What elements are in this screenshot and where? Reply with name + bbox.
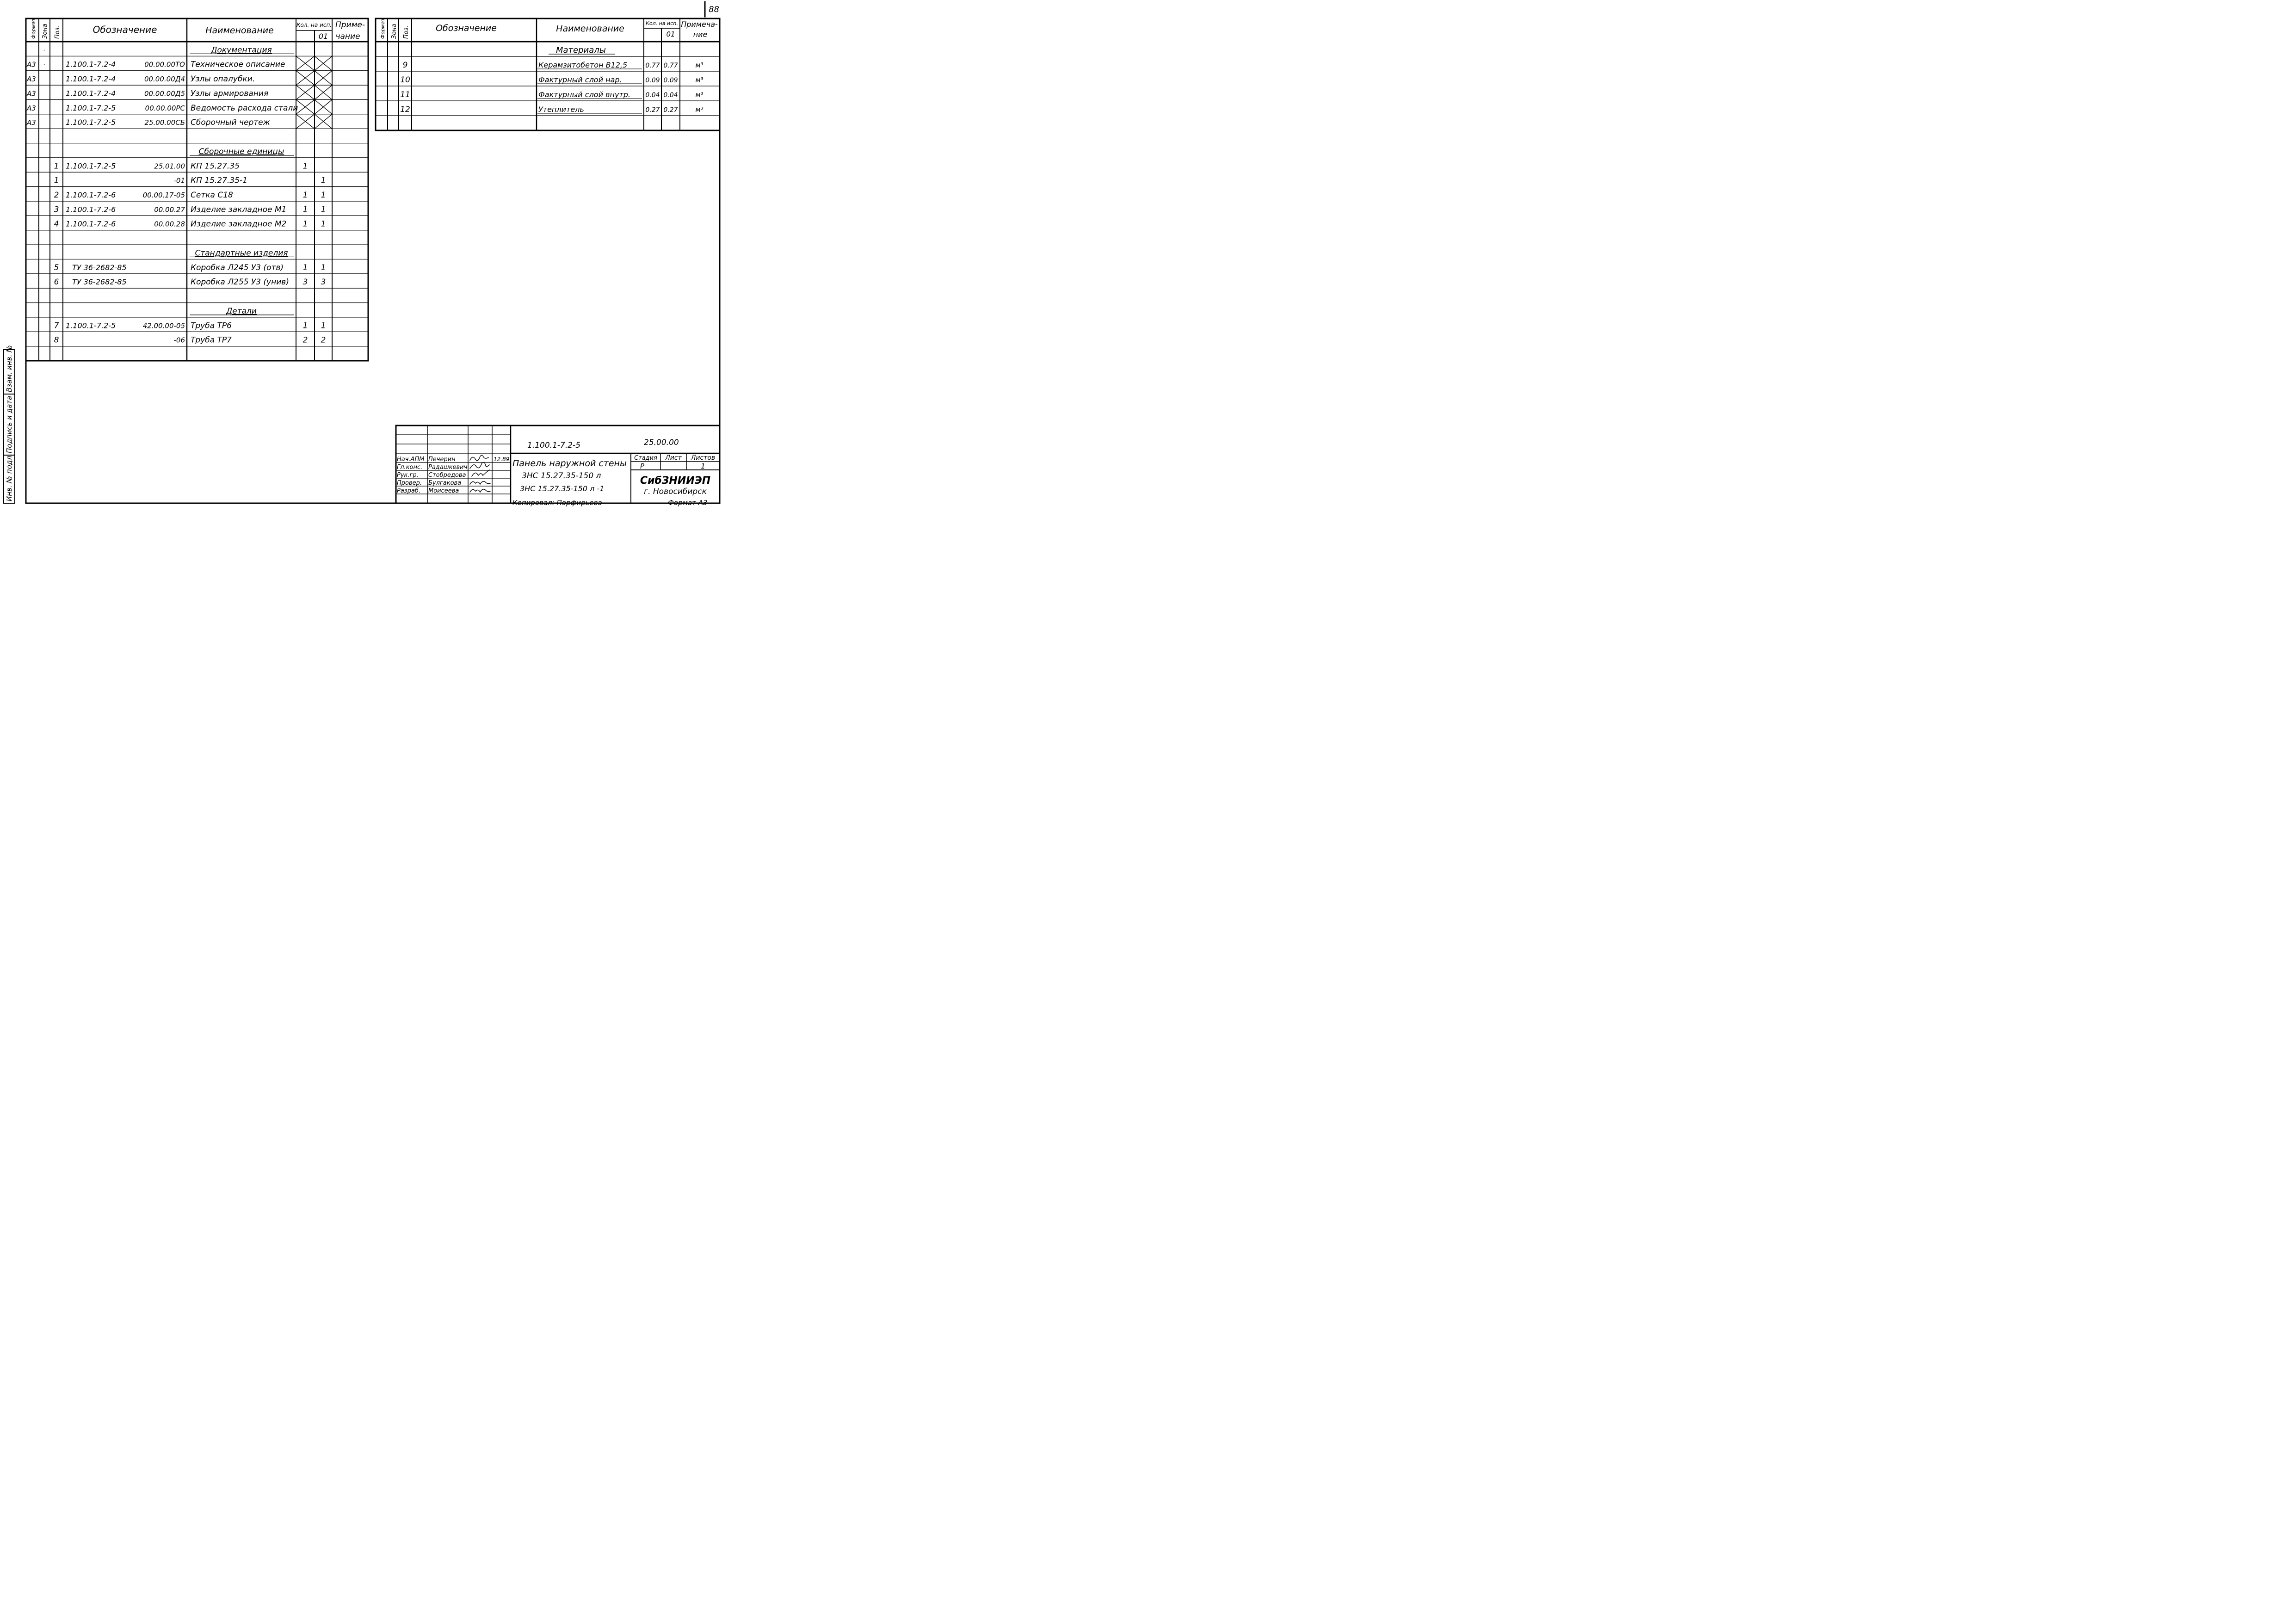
row-code: -06 [173, 336, 185, 345]
signer-role: Провер. [397, 480, 422, 487]
org-city: г. Новосибирск [644, 487, 707, 496]
sign-date-label: Подпись и дата [5, 395, 13, 453]
signer-role: Гл.конс. [397, 464, 423, 471]
signer-name: Радашкевич [428, 464, 468, 471]
header-designation: Обозначение [93, 24, 157, 35]
row-name: Фактурный слой нар. [538, 75, 622, 84]
header-designation: Обозначение [436, 23, 497, 33]
right-spec-rows [400, 45, 703, 114]
header-qty: Кол. на исп. [296, 22, 332, 28]
row-pos: 7 [54, 321, 59, 331]
signer-row [397, 480, 461, 487]
row-qty: 1 [302, 263, 308, 272]
row-qty-var: 2 [321, 335, 326, 345]
spec-row [549, 45, 615, 55]
row-format: А3 [27, 75, 36, 84]
row-name: Ведомость расхода стали [191, 103, 298, 113]
row-name: Сборочный чертеж [191, 118, 270, 128]
row-name: КП 15.27.35 [191, 161, 240, 171]
header-zone: Зона [42, 24, 49, 39]
row-designation: 1.100.1-7.2-5 [66, 118, 116, 127]
row-pos: 6 [54, 278, 59, 287]
signer-row [397, 487, 459, 494]
stage-value: Р [640, 462, 645, 470]
spec-row [54, 321, 326, 330]
spec-row [54, 220, 326, 229]
row-pos: 3 [54, 205, 59, 215]
spec-row [403, 61, 704, 70]
spec-row [54, 191, 326, 200]
section-heading: Документация [211, 45, 272, 55]
row-name: Узлы опалубки. [191, 74, 255, 84]
spec-row [43, 45, 294, 55]
row-qty-var: 1 [321, 205, 326, 215]
signer-role: Рук.гр. [397, 472, 419, 479]
spec-row [54, 278, 326, 287]
row-code: 00.00.17-05 [142, 191, 185, 199]
row-zone: . [43, 60, 46, 67]
header-format: Формат [31, 18, 37, 39]
row-qty: 1 [302, 219, 308, 229]
sheet-format: Формат А3 [668, 499, 708, 507]
doc-number: 25.00.00 [644, 438, 679, 447]
row-qty: 0.04 [645, 92, 660, 99]
row-designation: ТУ 36-2682-85 [72, 263, 127, 272]
row-name: Сетка С18 [191, 191, 233, 200]
row-qty: 1 [302, 161, 308, 171]
row-designation: 1.100.1-7.2-4 [66, 60, 116, 69]
row-code: 00.00.00ТО [144, 60, 185, 69]
spec-row [54, 336, 326, 345]
row-qty: 3 [302, 278, 308, 287]
row-format: А3 [27, 60, 36, 69]
row-code: 25.00.00СБ [144, 118, 185, 127]
row-name: Коробка Л255 У3 (унив) [191, 278, 289, 287]
header-note: Примеча- [681, 20, 718, 29]
doc-code: 1.100.1-7.2-5 [527, 441, 581, 450]
row-qty-var: 0.04 [663, 92, 678, 99]
stage-label: Стадия [634, 455, 657, 462]
row-pos: 10 [400, 75, 410, 85]
row-pos: 1 [54, 161, 59, 171]
org-name: СибЗНИИЭП [640, 475, 711, 487]
spec-row [400, 90, 703, 99]
row-designation: 1.100.1-7.2-6 [66, 191, 116, 199]
row-name: Керамзитобетон В12,5 [538, 61, 628, 69]
header-pos: Поз. [403, 25, 410, 39]
row-qty-var: 0.09 [663, 77, 678, 84]
spec-row [54, 263, 326, 272]
row-qty: 1 [302, 205, 308, 215]
left-spec-rows [26, 45, 326, 345]
row-code: 00.00.00Д4 [144, 75, 185, 84]
header-qty-var: 01 [318, 32, 328, 41]
header-format: Формат [380, 18, 386, 39]
section-heading: Стандартные изделия [195, 248, 288, 258]
row-qty: 0.09 [645, 77, 660, 84]
row-qty-var: 0.77 [663, 62, 678, 69]
section-heading: Детали [226, 306, 257, 316]
signer-name: Моисеева [428, 487, 459, 494]
header-qty: Кол. на исп. [646, 20, 678, 26]
signer-name: Булгакова [428, 480, 462, 487]
row-pos: 4 [54, 219, 59, 229]
copied-by: Копировал: Порфирьева [512, 499, 602, 507]
signer-name: Печерин [428, 456, 456, 463]
row-qty-var: 1 [321, 263, 326, 272]
title-line-2: 3НС 15.27.35-150 л [522, 471, 601, 481]
spec-row [400, 105, 703, 114]
signature-5 [470, 489, 490, 492]
spec-row [190, 147, 294, 156]
row-code: 25.01.00 [154, 162, 185, 171]
row-qty: 1 [302, 191, 308, 200]
signature-3 [472, 470, 489, 476]
row-designation: 1.100.1-7.2-6 [66, 205, 116, 214]
row-name: Труба ТР6 [191, 321, 232, 331]
spec-row [26, 60, 285, 69]
signatures [470, 455, 490, 492]
row-name: Труба ТР7 [191, 335, 232, 345]
row-designation: 1.100.1-7.2-4 [66, 74, 116, 84]
replace-inv-label: Взам. инв. № [5, 345, 13, 392]
spec-row [26, 74, 255, 84]
row-qty: 1 [302, 321, 308, 331]
row-name: КП 15.27.35-1 [191, 176, 247, 185]
spec-row [190, 307, 294, 316]
row-qty: 0.77 [645, 62, 660, 69]
inv-orig-label: Инв. № подл. [5, 453, 13, 501]
row-name: Изделие закладное М2 [191, 219, 287, 229]
header-qty-var: 01 [666, 30, 675, 38]
row-qty-var: 1 [321, 176, 326, 185]
sign-date: 12.89 [494, 456, 510, 463]
row-qty-var: 1 [321, 321, 326, 331]
row-code: 00.00.27 [154, 205, 185, 214]
row-unit: м³ [695, 91, 704, 99]
header-note-2: ние [693, 30, 708, 39]
signer-row [397, 464, 468, 471]
row-code: 00.00.00РС [145, 104, 185, 112]
signer-row [397, 456, 456, 463]
row-code: -01 [173, 176, 185, 185]
row-designation: 1.100.1-7.2-6 [66, 219, 116, 228]
spec-row [190, 248, 294, 258]
row-qty: 2 [302, 335, 308, 345]
row-code: 42.00.00-05 [142, 321, 185, 330]
sheets-value: 1 [701, 462, 705, 470]
row-format: А3 [27, 118, 36, 127]
spec-row [54, 176, 326, 185]
header-name: Наименование [556, 24, 624, 34]
spec-row [26, 104, 298, 113]
signer-role: Нач.АПМ [397, 456, 425, 463]
row-qty: 0.27 [645, 106, 660, 114]
row-pos: 1 [54, 176, 59, 185]
section-heading: Сборочные единицы [198, 147, 284, 156]
row-designation: ТУ 36-2682-85 [72, 278, 127, 287]
sheet-label: Лист [665, 454, 682, 462]
spec-row [54, 205, 326, 214]
page-number: 88 [709, 5, 719, 14]
signer-row [397, 472, 466, 479]
spec-row [400, 75, 703, 85]
signature-2 [470, 463, 489, 469]
row-name: Утеплитель [538, 105, 584, 114]
header-zone: Зона [391, 24, 398, 39]
row-pos: 11 [400, 90, 410, 99]
header-note-2: чание [335, 32, 360, 41]
row-designation: 1.100.1-7.2-5 [66, 103, 116, 112]
spec-row [54, 161, 308, 171]
row-name: Узлы армирования [191, 89, 269, 99]
row-qty-var: 1 [321, 219, 326, 229]
signers-list [397, 456, 468, 494]
title-line-3: 3НС 15.27.35-150 л -1 [520, 484, 605, 493]
row-pos: 9 [402, 61, 408, 70]
row-unit: м³ [695, 61, 704, 69]
signature-4 [470, 481, 490, 484]
sheets-label: Листов [691, 454, 716, 462]
row-format: А3 [27, 104, 36, 112]
row-designation: 1.100.1-7.2-5 [66, 321, 116, 330]
drawing-sheet [0, 0, 723, 507]
row-qty-var: 0.27 [663, 106, 678, 114]
row-designation: 1.100.1-7.2-5 [66, 161, 116, 171]
row-zone: . [43, 45, 46, 53]
signer-role: Разраб. [397, 487, 421, 494]
row-code: 00.00.28 [154, 220, 185, 228]
row-qty-var: 3 [321, 278, 326, 287]
row-pos: 5 [54, 263, 59, 272]
row-name: Изделие закладное М1 [191, 205, 287, 215]
row-unit: м³ [695, 76, 704, 84]
row-code: 00.00.00Д5 [144, 89, 185, 98]
row-format: А3 [27, 89, 36, 98]
row-unit: м³ [695, 105, 704, 114]
side-stamp [5, 345, 13, 501]
title-line-1: Панель наружной стены [512, 458, 627, 469]
header-note: Приме- [335, 20, 365, 30]
signature-1 [470, 455, 488, 460]
section-heading: Материалы [556, 45, 606, 55]
row-pos: 2 [54, 191, 59, 200]
row-pos: 8 [54, 335, 59, 345]
row-name: Коробка Л245 У3 (отв) [191, 263, 284, 272]
header-pos: Поз. [54, 25, 61, 39]
row-pos: 12 [400, 105, 410, 114]
row-name: Техническое описание [191, 60, 285, 69]
row-designation: 1.100.1-7.2-4 [66, 89, 116, 98]
header-name: Наименование [205, 25, 274, 36]
title-block [397, 438, 715, 496]
signer-name: Стобредова [428, 472, 466, 479]
row-name: Фактурный слой внутр. [538, 90, 630, 99]
row-qty-var: 1 [321, 191, 326, 200]
